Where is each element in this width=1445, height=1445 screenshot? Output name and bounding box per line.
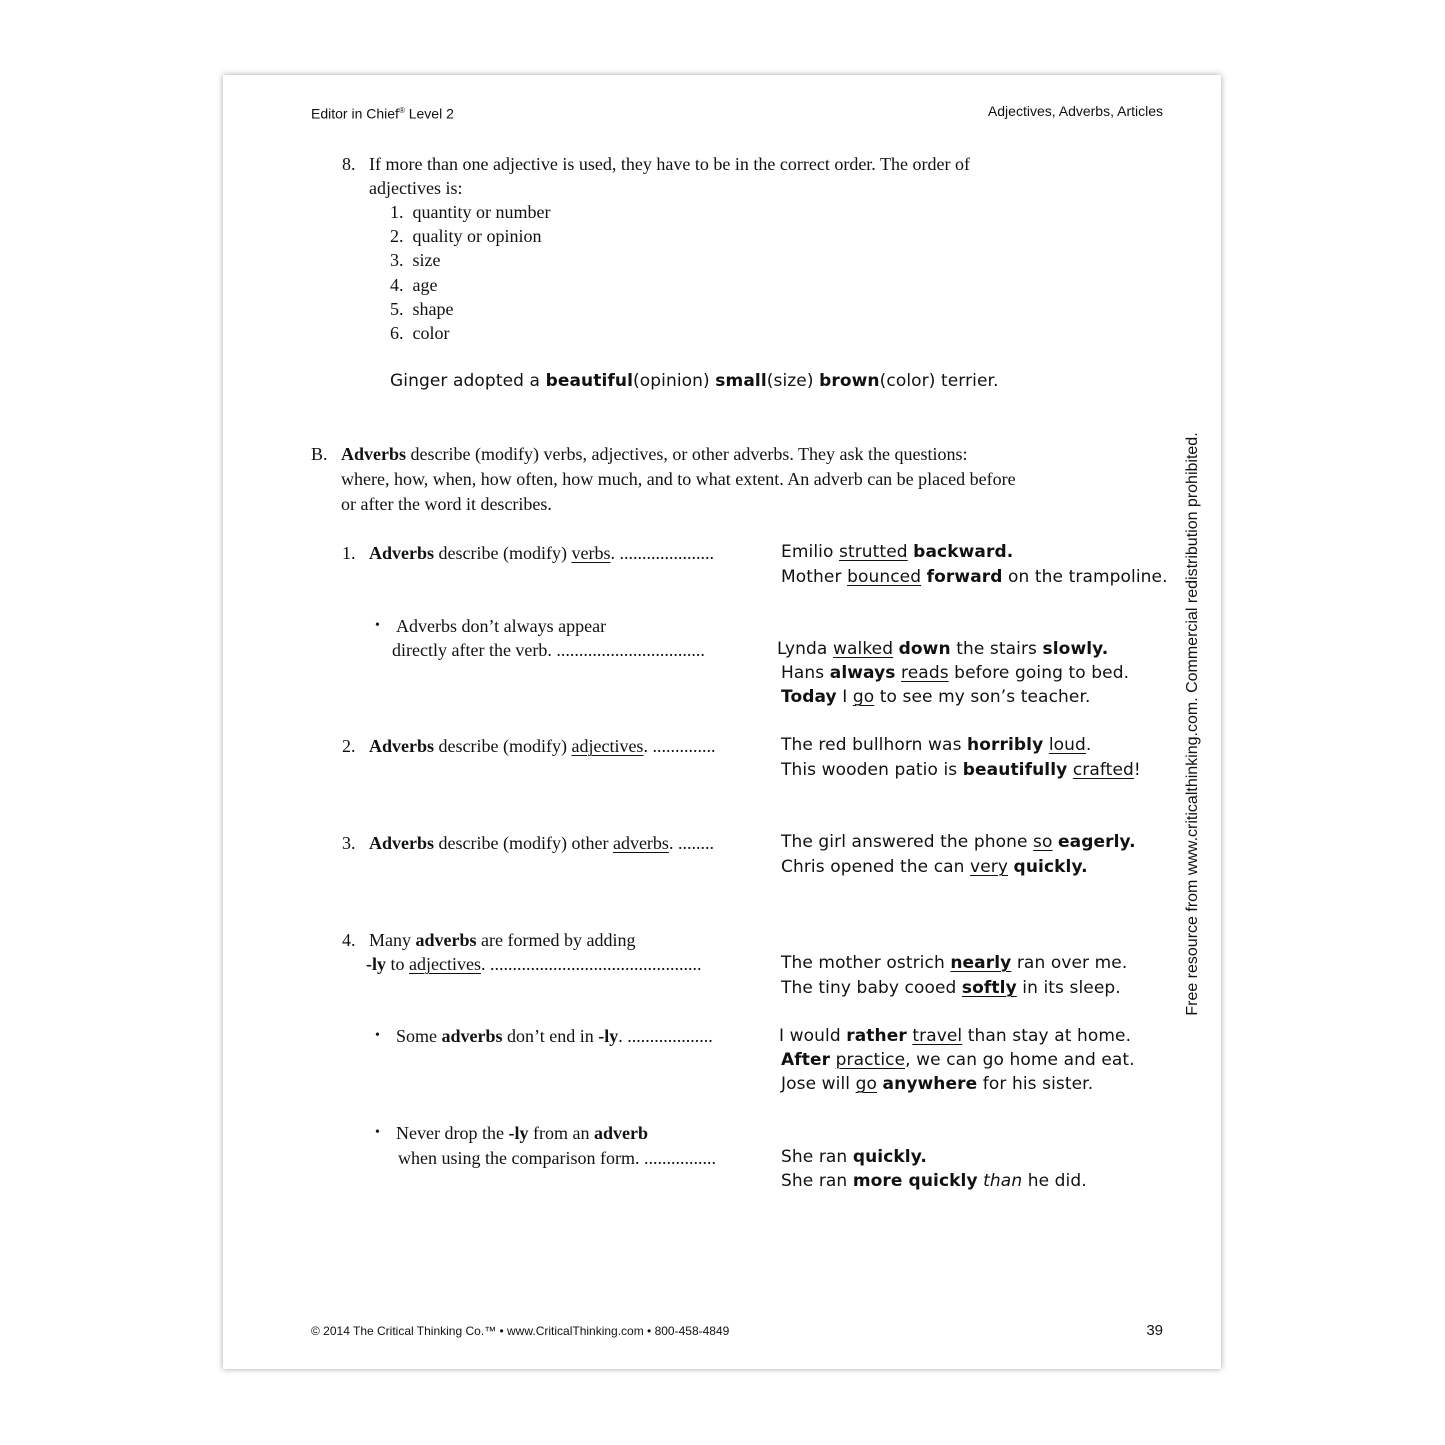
item-2-number: 2.: [342, 736, 356, 756]
example-sentence: Chris opened the can very quickly.: [781, 857, 1088, 877]
section-b-line2: where, how, when, how often, how much, and to what extent. An adverb can be placed before: [341, 469, 1016, 489]
page-number: 39: [1146, 1322, 1163, 1339]
section-b-line3: or after the word it describes.: [341, 494, 552, 514]
item-8-line2: adjectives is:: [369, 178, 463, 198]
order-item: 4. age: [390, 275, 438, 295]
bullet-2-line: Some adverbs don’t end in -ly. ...................: [396, 1026, 713, 1046]
header-left: [311, 102, 454, 123]
item-4-line1: Many adverbs are formed by adding: [369, 930, 636, 950]
example-sentence: Emilio strutted backward.: [781, 542, 1014, 562]
example-sentence: Mother bounced forward on the trampoline.: [781, 567, 1168, 587]
example-sentence: After practice, we can go home and eat.: [781, 1050, 1135, 1070]
example-sentence: Today I go to see my son’s teacher.: [781, 687, 1091, 707]
bullet-dot: •: [375, 1028, 380, 1043]
item-2-rule: Adverbs describe (modify) adjectives. ..............: [369, 736, 716, 756]
footer-copyright: © 2014 The Critical Thinking Co.™ • www.CriticalThinking.com • 800-458-4849: [311, 1324, 730, 1338]
item-1-number: 1.: [342, 543, 356, 563]
example-sentence: The red bullhorn was horribly loud.: [781, 735, 1092, 755]
redistribution-notice: Free resource from www.criticalthinking.com. Commercial redistribution prohibited.: [1184, 432, 1201, 1016]
bullet-1-line2: directly after the verb. .................................: [392, 640, 705, 660]
example-sentence: Lynda walked down the stairs slowly.: [777, 639, 1109, 659]
order-item: 3. size: [390, 250, 441, 270]
header-right: Adjectives, Adverbs, Articles: [987, 103, 1163, 119]
item-8-line1: If more than one adjective is used, they have to be in the correct order. The order of: [369, 154, 970, 174]
example-sentence: Hans always reads before going to bed.: [781, 663, 1130, 683]
registered-mark: ®: [398, 106, 405, 115]
bullet-1-line1: Adverbs don’t always appear: [396, 616, 607, 636]
example-sentence: This wooden patio is beautifully crafted!: [781, 760, 1141, 780]
adjective-order-example: Ginger adopted a beautiful(opinion) small(size) brown(color) terrier.: [390, 371, 999, 391]
order-item: 1. quantity or number: [390, 202, 551, 222]
item-3-number: 3.: [342, 833, 356, 853]
bullet-dot: •: [375, 1125, 380, 1140]
example-sentence: The mother ostrich nearly ran over me.: [781, 953, 1128, 973]
example-sentence: She ran more quickly than he did.: [781, 1171, 1087, 1191]
section-b-line1: Adverbs describe (modify) verbs, adjectives, or other adverbs. They ask the questions:: [341, 444, 968, 464]
example-sentence: I would rather travel than stay at home.: [779, 1026, 1132, 1046]
bullet-dot: •: [375, 618, 380, 633]
section-b-letter: B.: [311, 444, 328, 464]
example-sentence: She ran quickly.: [781, 1147, 927, 1167]
item-3-rule: Adverbs describe (modify) other adverbs. ........: [369, 833, 714, 853]
example-sentence: Jose will go anywhere for his sister.: [781, 1074, 1094, 1094]
bullet-3-line1: Never drop the -ly from an adverb: [396, 1123, 648, 1143]
order-item: 2. quality or opinion: [390, 226, 542, 246]
item-4-number: 4.: [342, 930, 356, 950]
item-4-line2: -ly to adjectives. ...............................................: [366, 954, 702, 974]
header-level: Level 2: [404, 105, 454, 122]
bullet-3-line2: when using the comparison form. ................: [398, 1148, 716, 1168]
order-item: 5. shape: [390, 299, 454, 319]
order-item: 6. color: [390, 323, 450, 343]
example-sentence: The girl answered the phone so eagerly.: [781, 832, 1136, 852]
item-8-number: 8.: [342, 154, 356, 174]
item-1-rule: Adverbs describe (modify) verbs. .....................: [369, 543, 714, 563]
example-sentence: The tiny baby cooed softly in its sleep.: [781, 978, 1121, 998]
header-book-title: Editor in Chief: [311, 105, 399, 122]
